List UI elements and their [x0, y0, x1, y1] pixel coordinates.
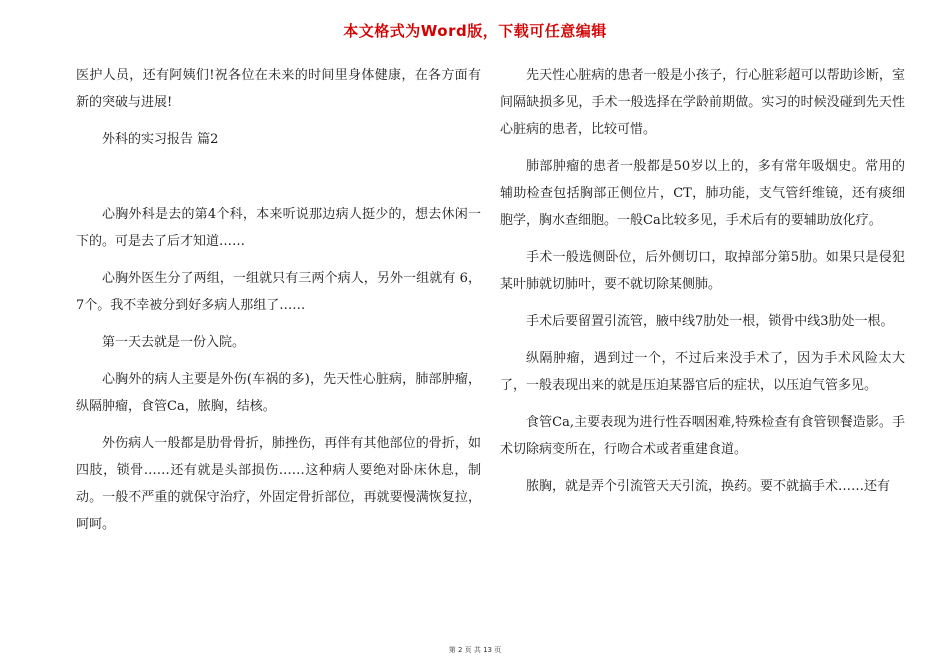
paragraph: 心胸外的病人主要是外伤(车祸的多)，先天性心脏病，肺部肿瘤，纵隔肿瘤，食管Ca，脓胸，结核。	[76, 372, 481, 414]
paragraph: 心胸外科是去的第4个科，本来听说那边病人挺少的，想去休闲一下的。可是去了后才知道……	[76, 207, 481, 249]
section-heading: 外科的实习报告 篇2	[102, 132, 219, 147]
paragraph: 医护人员，还有阿姨们!祝各位在未来的时间里身体健康，在各方面有新的突破与进展!	[76, 68, 481, 110]
paragraph: 肺部肿瘤的患者一般都是50岁以上的，多有常年吸烟史。常用的辅助检查包括胸部正侧位片，CT，肺功能，支气管纤维镜，还有痰细胞学，胸水查细胞。一般Ca比较多见，手术后有的要辅助放化疗。	[500, 159, 905, 228]
download-banner: 本文格式为Word版，下载可任意编辑	[343, 22, 607, 40]
right-column	[500, 62, 905, 510]
page-number: 第 2 页 共 13 页	[448, 646, 502, 654]
paragraph: 外伤病人一般都是肋骨骨折，肺挫伤，再伴有其他部位的骨折，如四肢，锁骨……还有就是头部损伤……这种病人要绝对卧床休息，制动。一般不严重的就保守治疗，外固定骨折部位，再就要慢满恢复拉，呵呵。	[76, 436, 481, 532]
paragraph: 手术后要留置引流管，腋中线7肋处一根，锁骨中线3肋处一根。	[526, 314, 894, 329]
paragraph: 食管Ca,主要表现为进行性吞咽困难,特殊检查有食管钡餐造影。手术切除病变所在，行吻合术或者重建食道。	[500, 415, 905, 457]
paragraph: 手术一般选侧卧位，后外侧切口，取掉部分第5肋。如果只是侵犯某叶肺就切肺叶，要不就切除某侧肺。	[500, 250, 905, 292]
paragraph: 第一天去就是一份入院。	[102, 335, 246, 350]
paragraph: 纵隔肿瘤，遇到过一个，不过后来没手术了，因为手术风险太大了，一般表现出来的就是压迫某器官后的症状，以压迫气管多见。	[500, 351, 905, 393]
paragraph: 脓胸，就是弄个引流管天天引流，换药。要不就搞手术……还有	[526, 479, 891, 494]
left-column	[76, 62, 481, 548]
paragraph: 心胸外医生分了两组，一组就只有三两个病人，另外一组就有 6，7个。我不幸被分到好多病人那组了……	[76, 271, 481, 313]
paragraph: 先天性心脏病的患者一般是小孩子，行心脏彩超可以帮助诊断，室间隔缺损多见，手术一般选择在学龄前期做。实习的时候没碰到先天性心脏病的患者，比较可惜。	[500, 68, 905, 137]
